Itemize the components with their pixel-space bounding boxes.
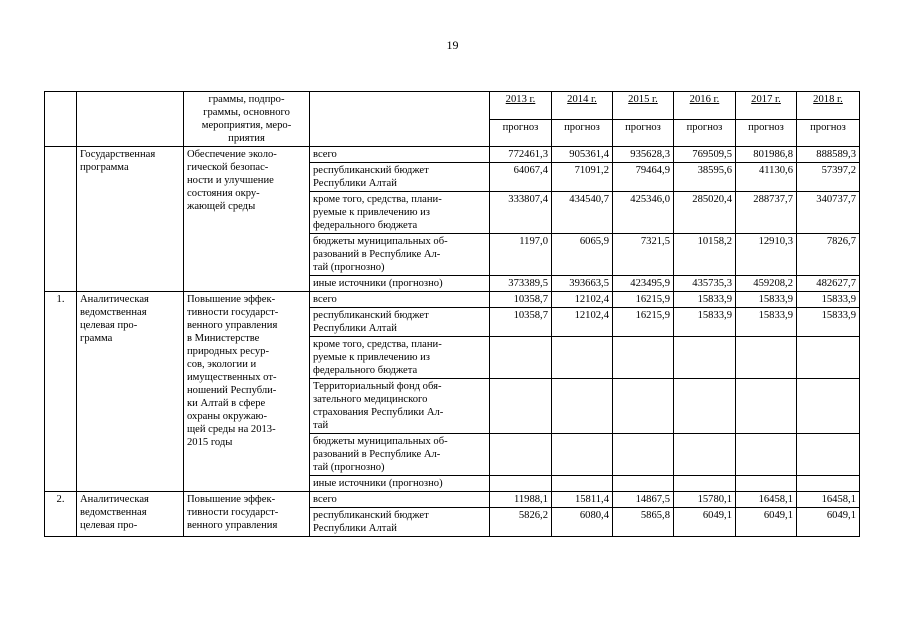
amount-cell: 11988,1 [490,492,552,508]
amount-cell [674,476,736,492]
amount-cell: 12102,4 [552,292,613,308]
forecast-label: прогноз [736,119,797,147]
amount-cell [613,434,674,476]
table-row [45,492,860,508]
amount-cell: 10158,2 [674,234,736,276]
amount-cell [552,337,613,379]
amount-cell [797,337,860,379]
amount-cell [736,379,797,434]
amount-cell: 79464,9 [613,163,674,192]
amount-cell [613,337,674,379]
forecast-label: прогноз [490,119,552,147]
amount-cell: 15811,4 [552,492,613,508]
header-type-cell [77,92,184,147]
amount-cell: 482627,7 [797,276,860,292]
page-number: 19 [446,38,459,52]
amount-cell [490,337,552,379]
amount-cell: 15833,9 [736,308,797,337]
amount-cell: 7321,5 [613,234,674,276]
amount-cell: 16458,1 [736,492,797,508]
forecast-label: прогноз [552,119,613,147]
row-number-cell: 2. [45,492,77,537]
funding-source-cell: кроме того, средства, плани- руемые к привлечению из федерального бюджета [310,192,490,234]
table-row [45,147,860,163]
amount-cell [552,434,613,476]
amount-cell [797,379,860,434]
amount-cell: 6065,9 [552,234,613,276]
year-header: 2017 г. [736,92,797,120]
funding-source-cell: всего [310,147,490,163]
amount-cell [736,434,797,476]
year-header: 2014 г. [552,92,613,120]
amount-cell: 888589,3 [797,147,860,163]
funding-source-cell: республиканский бюджет Республики Алтай [310,308,490,337]
amount-cell [613,379,674,434]
amount-cell: 15780,1 [674,492,736,508]
amount-cell: 15833,9 [797,292,860,308]
amount-cell: 5865,8 [613,508,674,537]
budget-table [44,91,860,537]
amount-cell [797,434,860,476]
amount-cell: 16458,1 [797,492,860,508]
amount-cell: 38595,6 [674,163,736,192]
funding-source-cell: всего [310,492,490,508]
amount-cell: 16215,9 [613,308,674,337]
forecast-label: прогноз [613,119,674,147]
amount-cell: 423495,9 [613,276,674,292]
amount-cell [674,337,736,379]
amount-cell: 935628,3 [613,147,674,163]
amount-cell: 57397,2 [797,163,860,192]
year-header: 2015 г. [613,92,674,120]
header-source-cell [310,92,490,147]
amount-cell [797,476,860,492]
amount-cell: 10358,7 [490,308,552,337]
amount-cell: 905361,4 [552,147,613,163]
year-header: 2018 г. [797,92,860,120]
program-title-cell: Повышение эффек- тивности государст- венного управления в Министерстве природных ресур- сов, экологии и имущественных от- ношений Республи- ки Алтай в сфере охраны окружаю- щей среды на 2013- 2015 годы [184,292,310,492]
amount-cell: 15833,9 [674,308,736,337]
funding-source-cell: бюджеты муниципальных об- разований в Республике Ал- тай (прогнозно) [310,234,490,276]
amount-cell [490,476,552,492]
year-header: 2016 г. [674,92,736,120]
funding-source-cell: кроме того, средства, плани- руемые к привлечению из федерального бюджета [310,337,490,379]
amount-cell: 6080,4 [552,508,613,537]
amount-cell: 373389,5 [490,276,552,292]
amount-cell: 14867,5 [613,492,674,508]
amount-cell: 64067,4 [490,163,552,192]
amount-cell: 41130,6 [736,163,797,192]
amount-cell: 15833,9 [736,292,797,308]
amount-cell [674,434,736,476]
amount-cell [736,337,797,379]
header-row-years [45,92,860,120]
amount-cell: 340737,7 [797,192,860,234]
amount-cell: 15833,9 [674,292,736,308]
funding-source-cell: иные источники (прогнозно) [310,276,490,292]
amount-cell: 15833,9 [797,308,860,337]
amount-cell: 285020,4 [674,192,736,234]
amount-cell: 71091,2 [552,163,613,192]
amount-cell: 12910,3 [736,234,797,276]
amount-cell [490,434,552,476]
amount-cell: 425346,0 [613,192,674,234]
amount-cell: 5826,2 [490,508,552,537]
amount-cell: 801986,8 [736,147,797,163]
program-type-cell: Аналитическая ведомственная целевая про- [77,492,184,537]
amount-cell: 6049,1 [797,508,860,537]
funding-source-cell: всего [310,292,490,308]
amount-cell: 434540,7 [552,192,613,234]
amount-cell: 1197,0 [490,234,552,276]
forecast-label: прогноз [674,119,736,147]
amount-cell: 6049,1 [674,508,736,537]
funding-source-cell: республиканский бюджет Республики Алтай [310,508,490,537]
amount-cell: 7826,7 [797,234,860,276]
header-measure-cell: граммы, подпро- граммы, основного мероприятия, меро- приятия [184,92,310,147]
forecast-label: прогноз [797,119,860,147]
amount-cell [613,476,674,492]
funding-source-cell: иные источники (прогнозно) [310,476,490,492]
amount-cell: 459208,2 [736,276,797,292]
table-body [45,92,860,537]
table-row [45,292,860,308]
row-number-cell [45,147,77,292]
amount-cell [490,379,552,434]
program-title-cell: Обеспечение эколо- гической безопас- ности и улучшение состояния окру- жающей среды [184,147,310,292]
funding-source-cell: республиканский бюджет Республики Алтай [310,163,490,192]
amount-cell [552,379,613,434]
program-type-cell: Аналитическая ведомственная целевая про- грамма [77,292,184,492]
amount-cell: 435735,3 [674,276,736,292]
amount-cell: 10358,7 [490,292,552,308]
amount-cell [736,476,797,492]
row-number-cell: 1. [45,292,77,492]
amount-cell: 393663,5 [552,276,613,292]
funding-source-cell: Территориальный фонд обя- зательного медицинского страхования Республики Ал- тай [310,379,490,434]
amount-cell: 288737,7 [736,192,797,234]
amount-cell: 6049,1 [736,508,797,537]
amount-cell: 769509,5 [674,147,736,163]
amount-cell: 772461,3 [490,147,552,163]
amount-cell: 333807,4 [490,192,552,234]
amount-cell [552,476,613,492]
amount-cell: 12102,4 [552,308,613,337]
amount-cell [674,379,736,434]
header-num-cell [45,92,77,147]
program-type-cell: Государственная программа [77,147,184,292]
year-header: 2013 г. [490,92,552,120]
funding-source-cell: бюджеты муниципальных об- разований в Республике Ал- тай (прогнозно) [310,434,490,476]
amount-cell: 16215,9 [613,292,674,308]
program-title-cell: Повышение эффек- тивности государст- венного управления [184,492,310,537]
